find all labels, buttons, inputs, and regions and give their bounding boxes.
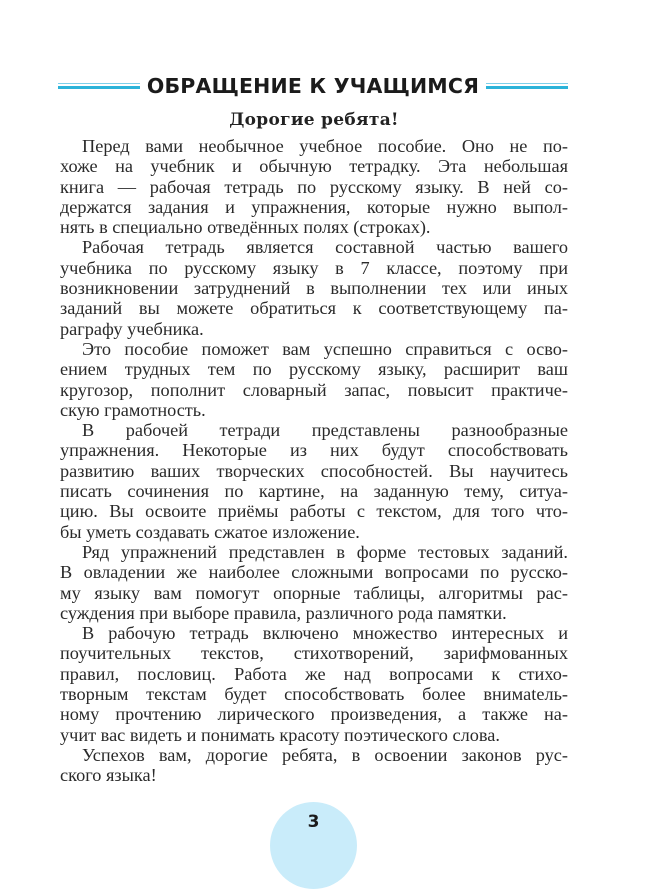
text-line: скую грамотность. [60,399,206,420]
body-text [60,136,568,786]
text-line: В рабочей тетради представлены разнообразные [82,420,568,441]
text-line: суждения при выборе правила, различного рода памятки. [60,602,507,623]
text-line: цию. Вы освоите приёмы работы с текстом, для того что- [60,501,568,522]
text-line: книга — рабочая тетрадь по русскому языку. В ней со- [60,176,568,197]
text-line: В овладении же наиболее сложными вопросами по русско- [60,562,568,583]
text-line: бы уметь создавать сжатое изложение. [60,521,360,542]
text-line: Ряд упражнений представлен в форме тестовых заданий. [82,541,568,562]
text-line: нять в специально отведённых полях (строках). [60,217,431,238]
text-line: учебника по русскому языку в 7 классе, поэтому при [60,257,568,278]
paragraph-1 [60,136,568,237]
paragraph-2 [60,237,568,338]
text-line: ному прочтению лирического произведения, а также на- [60,704,568,725]
rule-thick-line [58,86,140,90]
rule-thin-line [486,83,568,85]
paragraph-3 [60,339,568,420]
text-line: В рабочую тетрадь включено множество интересных и [82,623,568,644]
page-title: ОБРАЩЕНИЕ К УЧАЩИМСЯ [146,74,480,98]
text-line: учит вас видеть и понимать красоту поэтического слова. [60,724,500,745]
text-line: развитию ваших творческих способностей. Вы научитесь [60,460,568,481]
paragraph-7 [60,745,568,786]
text-line: творным текстам будет способствовать более внимatель- [60,684,568,705]
text-line: Рабочая тетрадь является составной частью вашего [82,237,568,258]
text-line: Перед вами необычное учебное пособие. Оно не по- [82,136,568,156]
text-line: Успехов вам, дорогие ребята, в освоении законов рус- [82,744,568,765]
rule-thin-line [58,83,140,85]
paragraph-6 [60,623,568,745]
text-line: писать сочинения по картине, на заданную тему, ситуа- [60,481,568,502]
page-number-badge [270,802,357,889]
text-line: держатся задания и упражнения, которые нужно выпол- [60,196,568,217]
text-line: ением трудных тем по русскому языку, расширит ваш [60,359,568,380]
greeting-subtitle: Дорогие ребята! [229,110,399,130]
text-line: му языку вам помогут опорные таблицы, алгоритмы рас- [60,582,568,603]
section-header [58,72,568,100]
decorative-rule-left [58,82,140,91]
paragraph-5 [60,542,568,623]
text-line: ского языка! [60,765,157,786]
text-line: правил, пословиц. Работа же над вопросами к стихо- [60,663,568,684]
text-line: поучительных текстов, стихотворений, зарифмованных [60,643,568,664]
decorative-rule-right [486,82,568,91]
paragraph-4 [60,420,568,542]
text-line: кругозор, пополнит словарный запас, повысит практиче- [60,379,568,400]
text-line: хоже на учебник и обычную тетрадку. Эта небольшая [60,156,568,177]
rule-thick-line [486,86,568,90]
text-line: Это пособие поможет вам успешно справиться с осво- [82,338,568,359]
text-line: раграфу учебника. [60,318,204,339]
text-line: упражнения. Некоторые из них будут способствовать [60,440,568,461]
text-line: заданий вы можете обратиться к соответствующему па- [60,298,568,319]
text-line: возникновении затруднений в выполнении тех или иных [60,278,568,299]
page-number: 3 [307,812,320,832]
